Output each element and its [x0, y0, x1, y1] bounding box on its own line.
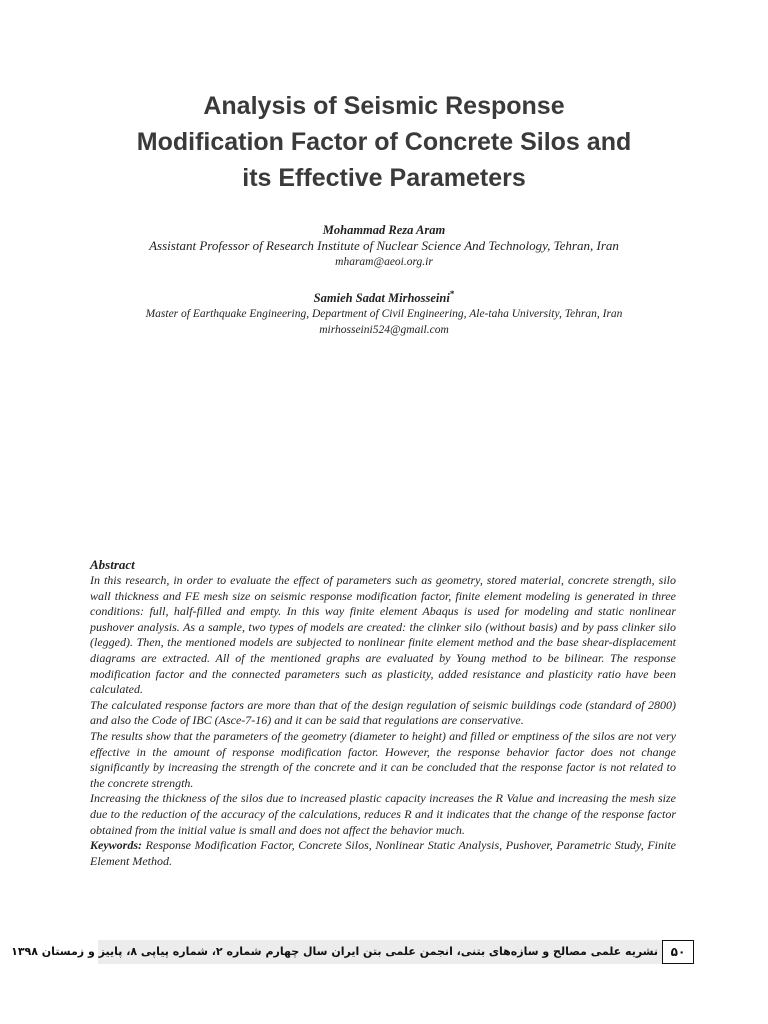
- abstract-paragraph: The calculated response factors are more than that of the design regulation of seismic buildings code (standard of 2800) and also the Code of IBC (Asce-7-16) and it can be said that regulations are conservative.: [90, 697, 676, 728]
- author-affiliation: Assistant Professor of Research Institute of Nuclear Science And Technology, Tehran, Iran: [149, 238, 619, 253]
- author-email[interactable]: mharam@aeoi.org.ir: [335, 256, 433, 268]
- keywords-label: Keywords:: [90, 838, 142, 853]
- corresponding-author-mark: *: [449, 289, 455, 299]
- abstract-section: [90, 557, 676, 869]
- abstract-paragraph: The results show that the parameters of the geometry (diameter to height) and filled or emptiness of the silos are not very effective in the amount of response modification factor. However, the response behavior factor does not change significantly by increasing the strength of the concrete and it can be concluded that the response factor is not related to the concrete strength.: [90, 728, 676, 790]
- keywords-line: [90, 838, 676, 869]
- keywords-text: Response Modification Factor, Concrete Silos, Nonlinear Static Analysis, Pushover, Parametric Study, Finite Element Method.: [90, 838, 677, 868]
- abstract-paragraph: Increasing the thickness of the silos due to increased plastic capacity increases the R Value and increasing the mesh size due to the reduction of the accuracy of the calculations, reduces R and it indicates that the change of the response factor obtained from the initial value is small and does not affect the behavior much.: [90, 791, 676, 837]
- author-block-1: [40, 222, 728, 270]
- author-name: Mohammad Reza Aram: [322, 223, 446, 237]
- title-line-2: Modification Factor of Concrete Silos and: [136, 128, 632, 156]
- abstract-paragraph: In this research, in order to evaluate the effect of parameters such as geometry, stored material, concrete strength, silo wall thickness and FE mesh size on seismic response modification factor, finite element modeling is generated in three conditions: full, half-filled and empty. In this way finite element Abaqus is used for modeling and static nonlinear pushover analysis. As a sample, two types of models are created: the clinker silo (without basis) and by pass clinker silo (legged). Then, the mentioned models are subjected to nonlinear finite element method and the base shear-displacement diagrams are extracted. All of the mentioned graphs are evaluated by Young method to be bilinear. The response modification factor and the connected parameters such as plasticity, added resistance and plasticity ratio have been calculated.: [90, 573, 676, 697]
- title-line-1: Analysis of Seismic Response: [203, 92, 565, 120]
- paper-title: [60, 88, 708, 196]
- author-affiliation: Master of Earthquake Engineering, Department of Civil Engineering, Ale-taha University, Tehran, Iran: [145, 308, 623, 321]
- journal-citation: نشریه علمی مصالح و سازه‌های بتنی، انجمن علمی بتن ایران سال چهارم شماره ۲، شماره پیاپی ۸، پاییز و زمستان ۱۳۹۸: [11, 945, 658, 958]
- page-number: ۵۰: [662, 940, 694, 964]
- page-footer: [11, 940, 694, 964]
- title-line-3: its Effective Parameters: [242, 164, 526, 192]
- abstract-heading: Abstract: [90, 557, 135, 572]
- author-name: Samieh Sadat Mirhosseini: [313, 291, 450, 306]
- author-name-line: [40, 286, 728, 306]
- author-block-2: [40, 286, 728, 338]
- author-email[interactable]: mirhosseini524@gmail.com: [319, 324, 449, 337]
